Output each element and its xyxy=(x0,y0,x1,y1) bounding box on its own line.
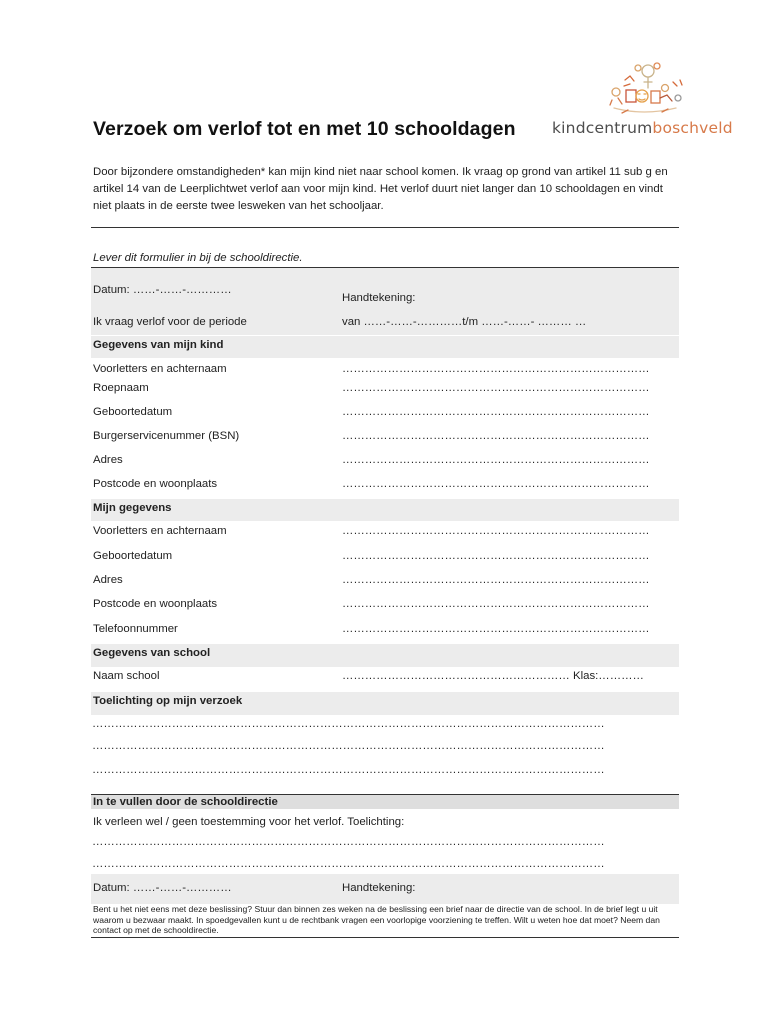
divider-bottom xyxy=(91,937,679,938)
kind-field-label: Burgerservicenummer (BSN) xyxy=(93,430,240,442)
logo-wordmark xyxy=(552,119,733,137)
kind-field-input[interactable]: ……………………………………………………………………… xyxy=(342,363,650,375)
mijn-field-label: Geboortedatum xyxy=(93,550,173,562)
divider-top xyxy=(91,227,679,228)
periode-label: Ik vraag verlof voor de periode xyxy=(93,316,247,328)
submit-notice: Lever dit formulier in bij de schooldirectie. xyxy=(93,252,303,264)
intro-paragraph: Door bijzondere omstandigheden* kan mijn kind niet naar school komen. Ik vraag op grond van artikel 11 sub g en artikel 14 van de Leerplichtwet verlof aan voor mijn kind. Het verlof duurt niet langer dan 10 schooldagen en vindt niet plaats in de eerste twee lesweken van het schooljaar. xyxy=(93,166,668,212)
bezwaar-footnote: Bent u het niet eens met deze beslissing? Stuur dan binnen zes weken na de beslissing een brief naar de directie van de school. In de brief legt u uit waarom u bezwaar maakt. In spoedgevallen kunt u de rechtbank vragen een voorlopige voorziening te treffen. Wilt u weten hoe dat moet? Neem dan contact op met de schooldirectie. xyxy=(93,904,660,936)
kind-field-label: Voorletters en achternaam xyxy=(93,363,227,375)
school-section-title: Gegevens van school xyxy=(93,647,211,659)
school-logo xyxy=(552,58,733,144)
logo-text-part2: boschveld xyxy=(652,119,733,137)
mijn-field-input[interactable]: ……………………………………………………………………… xyxy=(342,623,650,635)
kind-field-label: Roepnaam xyxy=(93,382,149,394)
logo-text-part1: kindcentrum xyxy=(552,119,653,137)
page-title: Verzoek om verlof tot en met 10 schooldagen xyxy=(93,118,516,140)
children-tree-logo-icon xyxy=(552,58,722,120)
toestemming-text: Ik verleen wel / geen toestemming voor het verlof. Toelichting: xyxy=(93,816,405,828)
mijn-field-input[interactable]: ……………………………………………………………………… xyxy=(342,574,650,586)
datum-field[interactable]: Datum: ……-……-………… xyxy=(93,284,232,296)
mijn-section-title: Mijn gegevens xyxy=(93,502,172,514)
kind-field-label: Postcode en woonplaats xyxy=(93,478,218,490)
kind-field-label: Adres xyxy=(93,454,123,466)
periode-field[interactable]: van ……-……-…………t/m ……-……- ……… … xyxy=(342,316,587,328)
kind-section-title: Gegevens van mijn kind xyxy=(93,339,224,351)
kind-field-input[interactable]: ……………………………………………………………………… xyxy=(342,454,650,466)
mijn-field-label: Voorletters en achternaam xyxy=(93,525,227,537)
school-name-label: Naam school xyxy=(93,670,160,682)
kind-field-input[interactable]: ……………………………………………………………………… xyxy=(342,382,650,394)
kind-field-label: Geboortedatum xyxy=(93,406,173,418)
toelichting-line[interactable]: ……………………………………………………………………………………………………………………… xyxy=(92,764,605,776)
mijn-field-label: Adres xyxy=(93,574,123,586)
directie-handtekening-field[interactable]: Handtekening: xyxy=(342,882,416,894)
mijn-field-input[interactable]: ……………………………………………………………………… xyxy=(342,598,650,610)
toelichting-line[interactable]: ……………………………………………………………………………………………………………………… xyxy=(92,740,605,752)
directie-line[interactable]: ……………………………………………………………………………………………………………………… xyxy=(92,858,605,870)
mijn-field-input[interactable]: ……………………………………………………………………… xyxy=(342,550,650,562)
directie-datum-field[interactable]: Datum: ……-……-………… xyxy=(93,882,232,894)
kind-field-input[interactable]: ……………………………………………………………………… xyxy=(342,430,650,442)
school-name-input[interactable]: …………………………………………………… Klas:………… xyxy=(342,670,644,682)
mijn-field-label: Telefoonnummer xyxy=(93,623,178,635)
kind-field-input[interactable]: ……………………………………………………………………… xyxy=(342,406,650,418)
mijn-field-input[interactable]: ……………………………………………………………………… xyxy=(342,525,650,537)
handtekening-field[interactable]: Handtekening: xyxy=(342,292,416,304)
directie-section-title: In te vullen door de schooldirectie xyxy=(93,796,278,808)
directie-line[interactable]: ……………………………………………………………………………………………………………………… xyxy=(92,836,605,848)
mijn-field-label: Postcode en woonplaats xyxy=(93,598,218,610)
toelichting-section-title: Toelichting op mijn verzoek xyxy=(93,695,243,707)
mijn-section-band xyxy=(91,499,679,521)
toelichting-line[interactable]: ……………………………………………………………………………………………………………………… xyxy=(92,718,605,730)
kind-field-input[interactable]: ……………………………………………………………………… xyxy=(342,478,650,490)
